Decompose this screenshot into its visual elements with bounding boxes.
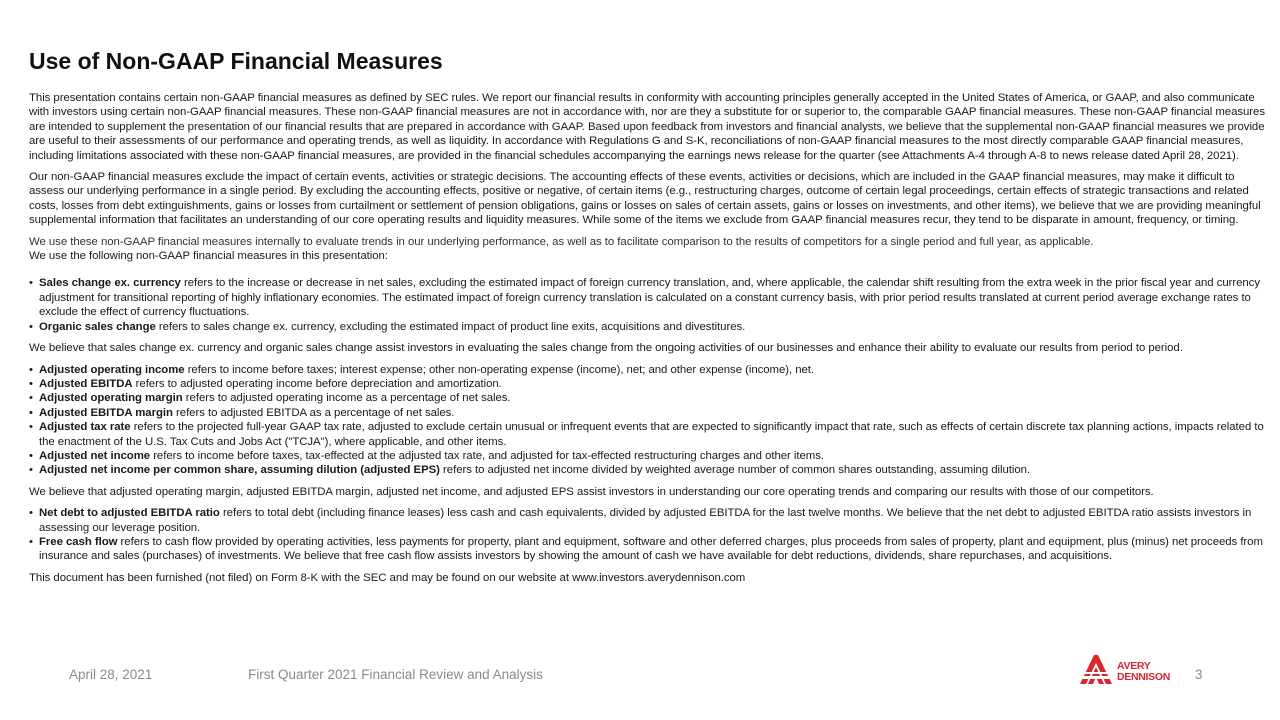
avery-dennison-logo [1078, 652, 1186, 686]
measure-term: Adjusted EBITDA margin [39, 406, 173, 419]
measure-term: Adjusted net income [39, 449, 151, 462]
measure-term: Adjusted operating income [39, 363, 185, 376]
measure-term: Organic sales change [39, 320, 156, 333]
exclusions-paragraph: Our non-GAAP financial measures exclude the impact of certain events, activities or strategic decisions. The accounting effects of these events, activities or decisions, which are included in the GAAP financial measures, may make it difficult to assess our underlying performance in a single period. By excluding the accounting effects, positive or negative, of certain items (e.g., restructuring charges, outcome of certain legal proceedings, certain effects of strategic transactions and related costs, losses from debt extinguishments, gains or losses from curtailment or settlement of pension obligations, gains or losses on sales of certain assets, gains or losses on investments, and other items), we believe that we are providing meaningful supplemental information that facilitates an understanding of our core operating results and liquidity measures. While some of the items we exclude from GAAP financial measures recur, they tend to be disparate in amount, frequency, or timing. [29, 171, 1261, 227]
page-title: Use of Non-GAAP Financial Measures [29, 48, 443, 74]
measure-description: refers to cash flow provided by operating activities, less payments for property, plant and equipment, software and other deferred charges, plus proceeds from sales of property, plant and equipment, plus (minus) net proceeds from insurance and sales (purchases) of investments. We believe that free cash flow assists investors by showing the amount of cash we have available for debt reductions, dividends, share repurchases, and acquisitions. [39, 535, 1263, 563]
footer-date: April 28, 2021 [69, 667, 153, 682]
measure-description: refers to income before taxes; interest expense; other non-operating expense (income), net; and other expense (income), net. [184, 363, 815, 376]
measure-description: refers to adjusted EBITDA as a percentage of net sales. [172, 406, 455, 419]
measure-description: refers to adjusted net income divided by weighted average number of common shares outstanding, assuming dilution. [439, 464, 1031, 477]
measures-intro-paragraph: We use the following non-GAAP financial measures in this presentation: [29, 250, 388, 263]
list-item [29, 391, 1265, 405]
intro-paragraph: This presentation contains certain non-GAAP financial measures as defined by SEC rules. We report our financial results in conformity with accounting principles generally accepted in the United States of America, or GAAP, and also communicate with investors using certain non-GAAP financial measures. These non-GAAP financial measures are not in accordance with, nor are they a substitute for or superior to, the comparable GAAP financial measures. These non-GAAP financial measures are intended to supplement the presentation of our financial results that are prepared in accordance with GAAP. Based upon feedback from investors and financial analysts, we believe that the supplemental non-GAAP financial measures we provide are useful to their assessments of our performance and operating trends, as well as liquidity. In accordance with Regulations G and S-K, reconciliations of non-GAAP financial measures to the most directly comparable GAAP financial measures, including limitations associated with these non-GAAP financial measures, are provided in the financial schedules accompanying the earnings news release for the quarter (see Attachments A-4 through A-8 to news release dated April 28, 2021). [29, 92, 1265, 162]
footer-title: First Quarter 2021 Financial Review and Analysis [248, 667, 543, 682]
leverage-measures-list [29, 506, 1265, 564]
measure-term: Adjusted tax rate [39, 421, 131, 434]
measure-term: Adjusted operating margin [39, 392, 183, 405]
logo-line: DENNISON [1117, 671, 1171, 683]
measure-description: refers to total debt (including finance leases) less cash and cash equivalents, divided by adjusted EBITDA for the last twelve months. We believe that the net debt to adjusted EBITDA ratio assists investors in assessing our leverage position. [39, 507, 1252, 534]
internal-use-paragraph: We use these non-GAAP financial measures internally to evaluate trends in our underlying performance, as well as to facilitate comparison to the results of competitors for a single period and full year, as applicable. [29, 235, 1094, 248]
sales-belief-paragraph: We believe that sales change ex. currency and organic sales change assist investors in evaluating the sales change from the ongoing activities of our businesses and enhance their ability to evaluate our results from period to period. [29, 342, 1183, 355]
measure-description: refers to adjusted operating income before depreciation and amortization. [132, 377, 502, 390]
list-item [29, 506, 1265, 535]
measure-term: Sales change ex. currency [39, 277, 181, 290]
list-item [29, 420, 1265, 449]
list-item [29, 406, 1265, 420]
list-item [29, 535, 1265, 564]
page-number: 3 [1195, 667, 1203, 682]
list-item [29, 449, 1265, 463]
list-item [29, 276, 1265, 319]
list-item [29, 377, 1265, 391]
list-item [29, 463, 1265, 477]
logo-wordmark [1117, 661, 1170, 683]
measure-term: Free cash flow [39, 535, 118, 548]
spacer [29, 263, 1265, 276]
measure-description: refers to income before taxes, tax-effected at the adjusted tax rate, and adjusted for tax-effected restructuring charges and other items. [150, 449, 824, 462]
list-item [29, 363, 1265, 377]
measure-term: Adjusted EBITDA [39, 377, 133, 390]
income-belief-paragraph: We believe that adjusted operating margin, adjusted EBITDA margin, adjusted net income, and adjusted EPS assist investors in understanding our core operating trends and comparing our results with those of our competitors. [29, 485, 1154, 498]
measure-description: refers to the projected full-year GAAP tax rate, adjusted to exclude certain unusual or infrequent events that are expected to significantly impact that rate, such as effects of certain discrete tax planning actions, impacts related to the enactment of the U.S. Tax Cuts and Jobs Act ("TCJA"), where applicable, and other items. [39, 421, 1264, 448]
income-measures-list [29, 363, 1265, 478]
measure-description: refers to the increase or decrease in net sales, excluding the estimated impact of foreign currency translation, and, where applicable, the calendar shift resulting from the extra week in the prior fiscal year and currency adjustment for transitional reporting of highly inflationary economies. The estimated impact of foreign currency translation is calculated on a constant currency basis, with prior period results translated at current period average exchange rates to exclude the effect of currency fluctuations. [39, 277, 1260, 319]
avery-dennison-logo-mark-icon [1078, 652, 1114, 686]
measure-description: refers to sales change ex. currency, excluding the estimated impact of product line exits, acquisitions and divestitures. [155, 320, 746, 333]
measure-term: Adjusted net income per common share, assuming dilution (adjusted EPS) [39, 464, 440, 477]
measure-term: Net debt to adjusted EBITDA ratio [39, 507, 220, 520]
logo-line: AVERY [1117, 660, 1151, 672]
list-item [29, 320, 1265, 334]
furnished-notice: This document has been furnished (not filed) on Form 8-K with the SEC and may be found on our website at www.investors.averydennison.com [29, 571, 746, 584]
measure-description: refers to adjusted operating income as a percentage of net sales. [182, 392, 511, 405]
body-content [29, 91, 1265, 592]
sales-measures-list [29, 276, 1265, 334]
